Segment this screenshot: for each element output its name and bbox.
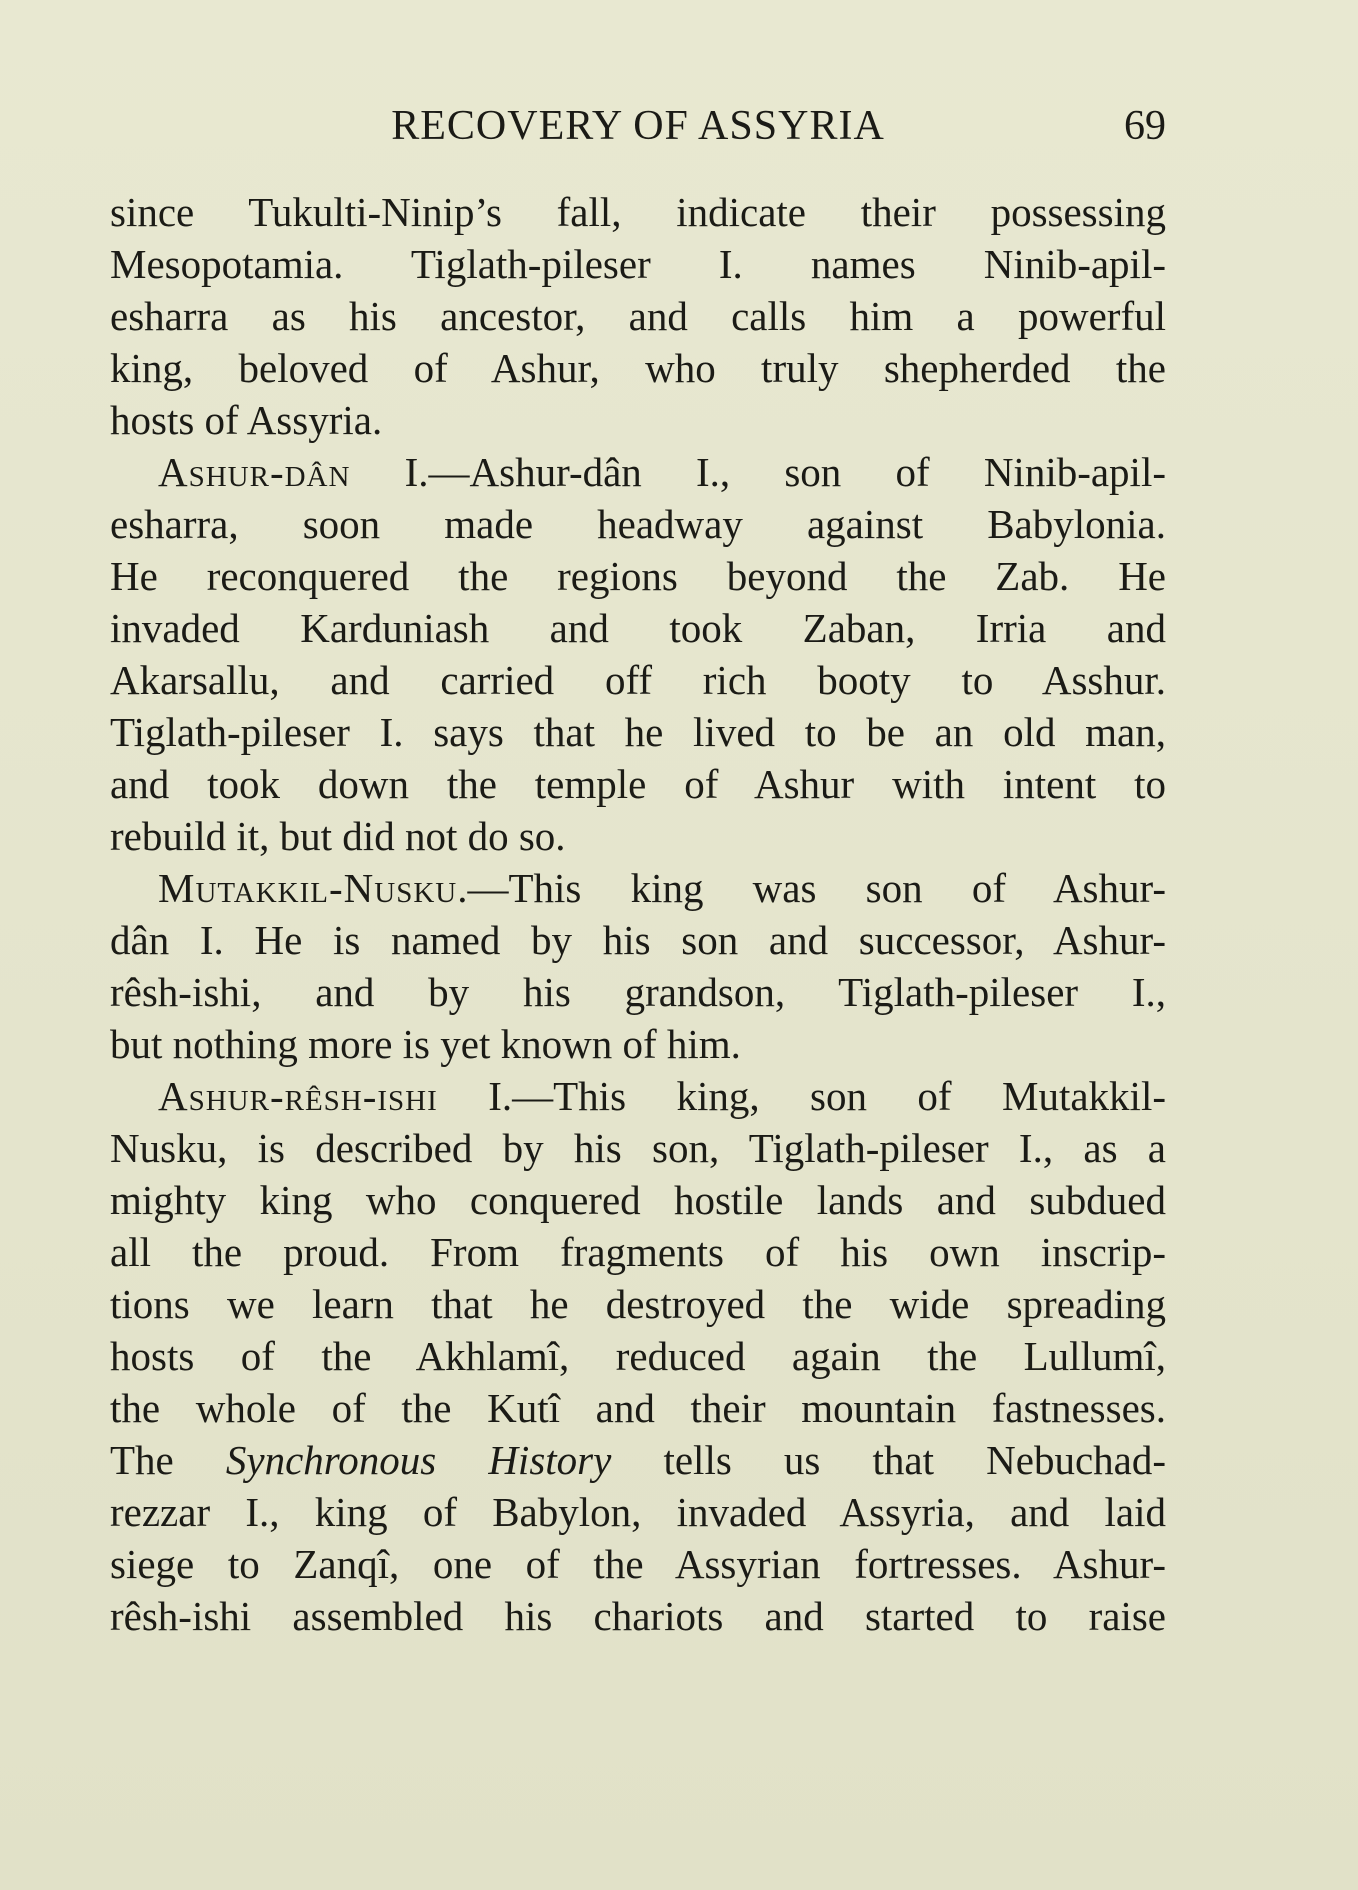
text-line: dân I. He is named by his son and successor, Ashur- [110, 917, 1166, 963]
section-heading: Mutakkil-Nusku [158, 865, 458, 911]
text-line: hosts of the Akhlamî, reduced again the Lullumî, [110, 1333, 1166, 1379]
text-line: Akarsallu, and carried off rich booty to Asshur. [110, 657, 1166, 703]
text-line: esharra, soon made headway against Babylonia. [110, 501, 1166, 547]
text-line: but nothing more is yet known of him. [110, 1021, 741, 1067]
running-title: RECOVERY OF ASSYRIA [391, 103, 885, 149]
text-line: He reconquered the regions beyond the Zab. He [110, 553, 1166, 599]
text-line: The Synchronous History tells us that Nebuchad- [110, 1437, 1166, 1483]
text-line: rebuild it, but did not do so. [110, 813, 566, 859]
text-line: since Tukulti-Ninip’s fall, indicate their possessing [110, 189, 1166, 235]
text-line: rêsh-ishi assembled his chariots and started to raise [110, 1593, 1166, 1639]
text-line: mighty king who conquered hostile lands and subdued [110, 1177, 1166, 1223]
section-heading: Ashur-dân [158, 449, 351, 495]
italic-title: Synchronous History [225, 1437, 612, 1483]
text-line: and took down the temple of Ashur with intent to [110, 761, 1166, 807]
text-line: tions we learn that he destroyed the wide spreading [110, 1281, 1166, 1327]
text-line: Ashur-rêsh-ishi I.—This king, son of Mutakkil- [158, 1073, 1166, 1119]
text-line: Nusku, is described by his son, Tiglath-pileser I., as a [110, 1125, 1166, 1171]
text-line: rêsh-ishi, and by his grandson, Tiglath-pileser I., [110, 969, 1166, 1015]
text-line: hosts of Assyria. [110, 397, 383, 443]
text-line: all the proud. From fragments of his own inscrip- [110, 1229, 1166, 1275]
text-line: Mutakkil-Nusku.—This king was son of Ashur- [158, 865, 1166, 911]
page-header [110, 96, 1166, 156]
text-line: siege to Zanqî, one of the Assyrian fortresses. Ashur- [110, 1541, 1166, 1587]
text-line: rezzar I., king of Babylon, invaded Assyria, and laid [110, 1489, 1166, 1535]
body-text [110, 186, 1166, 1642]
text-line: Mesopotamia. Tiglath-pileser I. names Ninib-apil- [110, 241, 1166, 287]
section-heading: Ashur-rêsh-ishi [158, 1073, 438, 1119]
text-line: Tiglath-pileser I. says that he lived to be an old man, [110, 709, 1166, 755]
text-line: Ashur-dân I.—Ashur-dân I., son of Ninib-apil- [158, 449, 1166, 495]
text-line: esharra as his ancestor, and calls him a powerful [110, 293, 1166, 339]
text-line: king, beloved of Ashur, who truly shepherded the [110, 345, 1166, 391]
page-number: 69 [1124, 103, 1166, 149]
text-line: invaded Karduniash and took Zaban, Irria and [110, 605, 1166, 651]
text-line: the whole of the Kutî and their mountain fastnesses. [110, 1385, 1166, 1431]
